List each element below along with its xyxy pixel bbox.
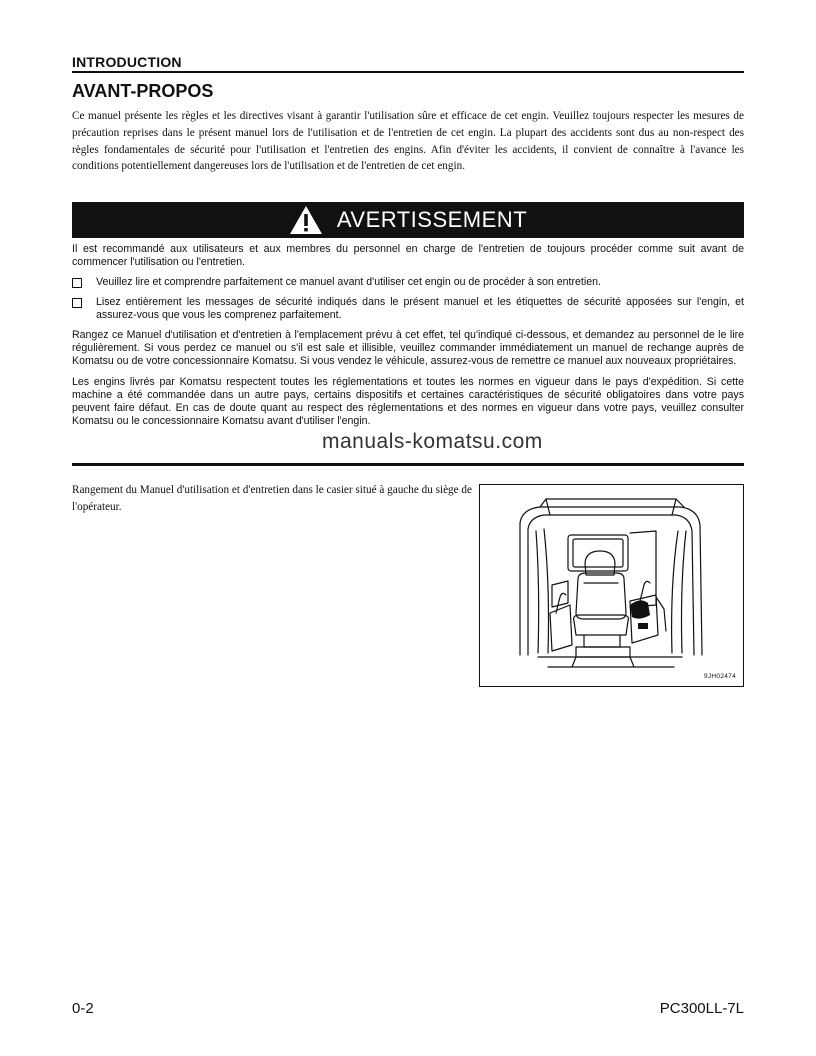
checkbox-icon	[72, 298, 82, 308]
intro-paragraph: Ce manuel présente les règles et les directives visant à garantir l'utilisation sûre et efficace de cet engin. Veuillez toujours respecter les mesures de précaution reprises dans le présent manuel lors de l'utilisation et de l'entretien de cet engin. La plupart des accidents sont dus au non-respect des règles fondamentales de sécurité pour l'utilisation et l'entretien des engins. Afin d'éviter les accidents, il convient de connaître à l'avance les conditions potentiellement dangereuses lors de l'utilisation et de l'entretien de cet engin.	[72, 110, 744, 173]
warning-lead: Il est recommandé aux utilisateurs et aux membres du personnel en charge de l'entretien de toujours procéder comme suit avant de commencer l'utilisation ou l'entretien.	[72, 243, 744, 269]
checklist-item-text: Lisez entièrement les messages de sécurité indiqués dans le présent manuel et les étiquettes de sécurité apposées sur l'engin, et assurez-vous que vous les comprenez parfaitement.	[96, 295, 744, 321]
figure-code: 9JH02474	[703, 673, 736, 680]
checklist-item-text: Veuillez lire et comprendre parfaitement ce manuel avant d'utiliser cet engin ou de procéder à son entretien.	[96, 276, 601, 289]
section-header: INTRODUCTION	[72, 54, 182, 70]
figure-caption: Rangement du Manuel d'utilisation et d'entretien dans le casier situé à gauche du siège de l'opérateur.	[72, 484, 472, 513]
warning-checklist	[72, 276, 744, 322]
warning-triangle-icon	[289, 205, 323, 235]
warning-body	[72, 243, 744, 435]
warning-paragraph-storage: Rangez ce Manuel d'utilisation et d'entretien à l'emplacement prévu à cet effet, tel qu'indiqué ci-dessous, et demandez au personnel de le lire régulièrement. Si vous perdez ce manuel ou s'il est sale et illisible, veuillez commander immédiatement un manuel de rechange auprès de Komatsu ou de votre concessionnaire Komatsu. Si vous vendez le véhicule, assurez-vous de remettre ce manuel aux nouveaux propriétaires.	[72, 329, 744, 368]
model-number: PC300LL-7L	[659, 1000, 744, 1017]
checklist-item	[72, 296, 744, 322]
page-title: AVANT-PROPOS	[72, 81, 214, 101]
warning-paragraph-regulations: Les engins livrés par Komatsu respectent toutes les réglementations et toutes les normes en vigueur dans le pays d'expédition. Si cette machine a été commandée dans un autre pays, certains dispositifs et certaines caractéristiques de sécurité obligatoires dans votre pays peuvent faire défaut. En cas de doute quant au respect des réglementations et des normes en vigueur dans votre pays, veuillez consulter Komatsu ou le concessionnaire Komatsu avant d'utiliser l'engin.	[72, 375, 744, 428]
operator-cab-illustration	[480, 485, 743, 686]
warning-title: AVERTISSEMENT	[336, 207, 528, 232]
watermark: manuals-komatsu.com	[322, 430, 543, 453]
header-rule	[72, 71, 744, 73]
page-number: 0-2	[72, 1000, 94, 1017]
warning-banner	[72, 202, 744, 238]
checklist-item	[72, 276, 744, 289]
checkbox-icon	[72, 278, 82, 288]
section-end-rule	[72, 463, 744, 466]
figure-frame	[479, 484, 744, 687]
